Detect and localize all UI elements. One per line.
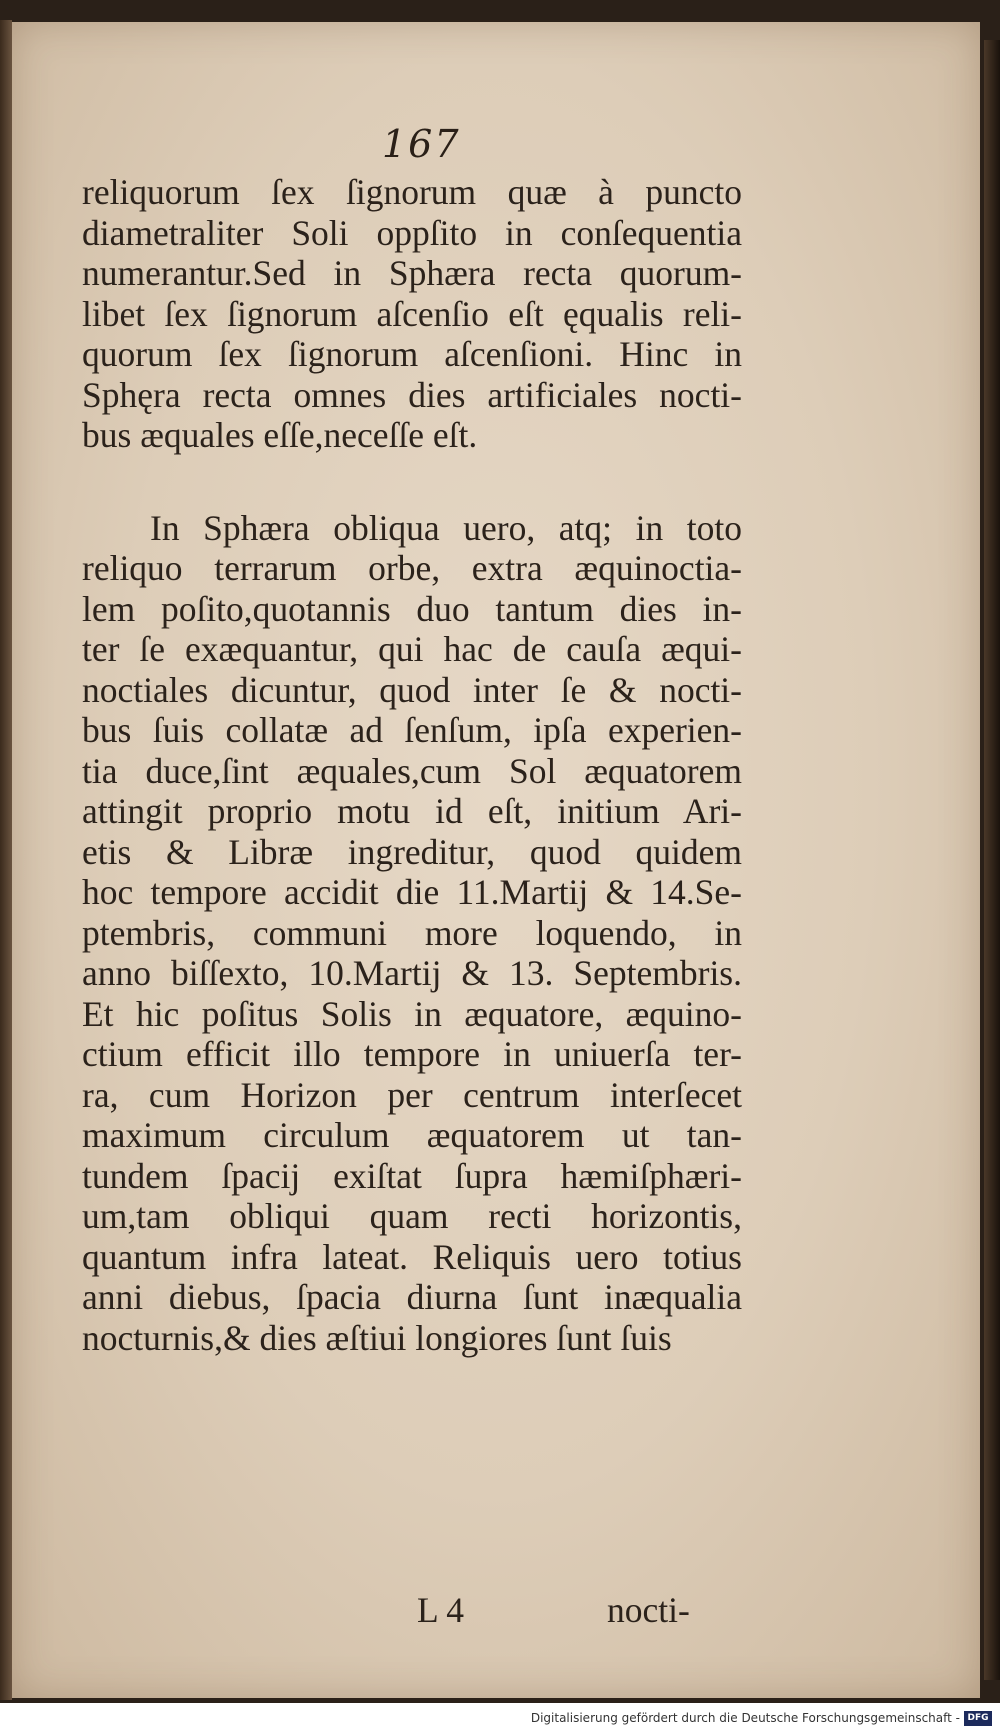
text-line: Et hic poſitus Solis in æquatore, æquino-: [82, 993, 742, 1034]
text-line: In Sphæra obliqua uero, atq; in toto: [150, 507, 742, 548]
text-line: maximum circulum æquatorem ut tan-: [82, 1115, 742, 1155]
text-line: anni diebus, ſpacia diurna ſunt inæqualia: [82, 1277, 742, 1317]
text-line: bus æquales eſſe,neceſſe eſt.: [82, 415, 478, 455]
text-line: attingit proprio motu id eſt, initium Ari-: [82, 791, 742, 831]
book-page: [12, 22, 980, 1698]
text-line: ter ſe exæquantur, qui hac de cauſa æqui-: [82, 629, 742, 669]
text-line: quantum infra lateat. Reliquis uero totius: [82, 1236, 742, 1277]
text-line: ptembris, communi more loquendo, in: [82, 912, 742, 953]
page-number: 167: [382, 122, 461, 166]
text-line: reliquo terrarum orbe, extra æquinoctia-: [82, 548, 742, 588]
paragraph-gap: [82, 456, 742, 508]
page-footer-line: [82, 1590, 742, 1632]
text-line: etis & Libræ ingreditur, quod quidem: [82, 831, 742, 872]
paragraph: [82, 508, 742, 1359]
text-line: numerantur.Sed in Sphæra recta quorum-: [82, 253, 742, 293]
text-line: tia duce,ſint æquales,cum Sol æquatorem: [82, 750, 742, 791]
funding-credit: Digitalisierung gefördert durch die Deutsche Forschungsgemeinschaft -: [530, 1711, 960, 1725]
body-text: [82, 172, 742, 1630]
page-edge-left: [0, 20, 12, 1700]
page-edge-right: [984, 40, 1000, 1680]
text-line: tundem ſpacij exiſtat ſupra hæmiſphæri-: [82, 1155, 742, 1196]
text-line: um,tam obliqui quam recti horizontis,: [82, 1196, 742, 1236]
text-line: lem poſito,quotannis duo tantum dies in-: [82, 588, 742, 629]
text-line: Sphęra recta omnes dies artificiales nocti-: [82, 374, 742, 415]
text-line: ctium efficit illo tempore in uniuerſa ter-: [82, 1034, 742, 1074]
text-line: libet ſex ſignorum aſcenſio eſt ęqualis reli-: [82, 293, 742, 334]
text-line: bus ſuis collatæ ad ſenſum, ipſa experien-: [82, 710, 742, 750]
text-line: ra, cum Horizon per centrum interſecet: [82, 1074, 742, 1115]
text-line: noctiales dicuntur, quod inter ſe & nocti-: [82, 669, 742, 710]
text-line: hoc tempore accidit die 11.Martij & 14.Se-: [82, 872, 742, 912]
paragraphs: [82, 172, 742, 1358]
text-line: anno biſſexto, 10.Martij & 13. Septembris.: [82, 953, 742, 993]
digitization-footer: [0, 1703, 1000, 1733]
signature-mark: L 4: [417, 1590, 464, 1630]
text-line: diametraliter Soli oppſito in conſequentia: [82, 212, 742, 253]
catchword: nocti-: [607, 1590, 690, 1630]
text-line: nocturnis,& dies æſtiui longiores ſunt ſuis: [82, 1317, 672, 1358]
dfg-logo: DFG: [964, 1711, 992, 1726]
paragraph: [82, 172, 742, 456]
text-line: reliquorum ſex ſignorum quæ à puncto: [82, 172, 742, 212]
text-line: quorum ſex ſignorum aſcenſioni. Hinc in: [82, 334, 742, 374]
